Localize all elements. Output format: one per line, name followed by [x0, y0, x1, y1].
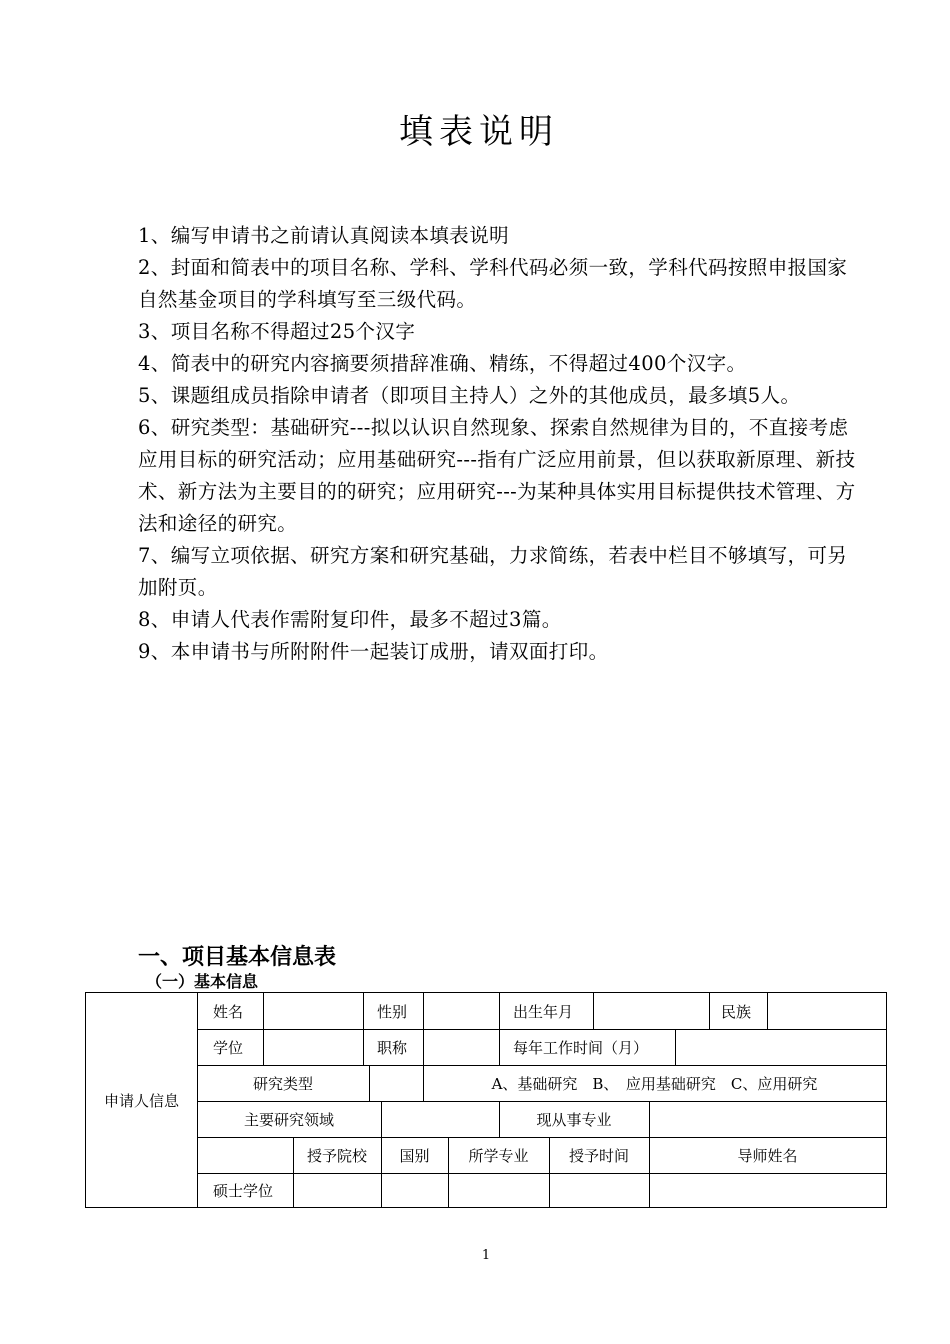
- instruction-item: 9、本申请书与所附附件一起装订成册，请双面打印。: [138, 640, 609, 663]
- page-number: 1: [481, 1248, 491, 1263]
- title-label: 职称: [377, 1038, 408, 1057]
- grid-line: [369, 1065, 370, 1101]
- instruction-item: 4、简表中的研究内容摘要须措辞准确、精练，不得超过400个汉字。: [138, 352, 747, 375]
- grid-line: [675, 1029, 676, 1065]
- master-degree-label: 硕士学位: [213, 1181, 274, 1200]
- instruction-item: 5、课题组成员指除申请者（即项目主持人）之外的其他成员，最多填5人。: [138, 384, 801, 407]
- grid-line: [499, 1029, 500, 1065]
- ethnicity-label: 民族: [721, 1002, 752, 1021]
- instruction-item: 3、项目名称不得超过25个汉字: [138, 320, 416, 343]
- subsection-heading: （一）基本信息: [146, 972, 259, 991]
- applicant-info-label: 申请人信息: [103, 1091, 179, 1110]
- research-type-options: A、基础研究 B、 应用基础研究 C、应用研究: [491, 1074, 818, 1093]
- grid-line: [423, 1029, 424, 1065]
- conferring-time-label: 授予时间: [568, 1146, 629, 1165]
- main-field-label: 主要研究领域: [243, 1110, 334, 1129]
- current-major-label: 现从事专业: [536, 1110, 612, 1129]
- research-type-label: 研究类型: [252, 1074, 313, 1093]
- advisor-name-label: 导师姓名: [737, 1146, 798, 1165]
- basic-info-form: [85, 992, 887, 1208]
- instruction-item: 7、编写立项依据、研究方案和研究基础，力求简练，若表中栏目不够填写，可另加附页。: [138, 544, 848, 599]
- conferring-school-label: 授予院校: [306, 1146, 367, 1165]
- major-studied-label: 所学专业: [468, 1146, 529, 1165]
- grid-line: [363, 1029, 364, 1065]
- gender-label: 性别: [377, 1002, 408, 1021]
- instruction-item: 2、封面和简表中的项目名称、学科、学科代码必须一致，学科代码按照申报国家自然基金项目的学科填写至三级代码。: [138, 256, 848, 311]
- instructions-list: [138, 220, 858, 668]
- grid-line: [197, 1173, 886, 1174]
- name-label: 姓名: [213, 1002, 244, 1021]
- instruction-item: 6、研究类型：基础研究---拟以认识自然现象、探索自然规律为目的，不直接考虑应用目标的研究活动；应用基础研究---指有广泛应用前景，但以获取新原理、新技术、新方法为主要目的的研究；应用研究---为某种具体实用目标提供技术管理、方法和途径的研究。: [138, 416, 856, 535]
- section-heading: 一、项目基本信息表: [138, 945, 337, 970]
- country-label: 国别: [399, 1146, 430, 1165]
- degree-label: 学位: [213, 1038, 244, 1057]
- grid-line: [767, 993, 768, 1029]
- grid-line: [263, 1029, 264, 1065]
- instruction-item: 8、申请人代表作需附复印件，最多不超过3篇。: [138, 608, 562, 631]
- grid-line: [381, 1101, 382, 1137]
- grid-line: [499, 993, 500, 1029]
- work-time-label: 每年工作时间（月）: [513, 1038, 649, 1057]
- grid-line: [593, 993, 594, 1029]
- grid-line: [423, 993, 424, 1029]
- grid-line: [263, 993, 264, 1029]
- page-title: 填表说明: [399, 112, 559, 152]
- grid-line: [363, 993, 364, 1029]
- instruction-item: 1、编写申请书之前请认真阅读本填表说明: [138, 224, 510, 247]
- grid-line: [649, 1101, 650, 1137]
- birth-label: 出生年月: [513, 1002, 574, 1021]
- grid-line: [709, 993, 710, 1029]
